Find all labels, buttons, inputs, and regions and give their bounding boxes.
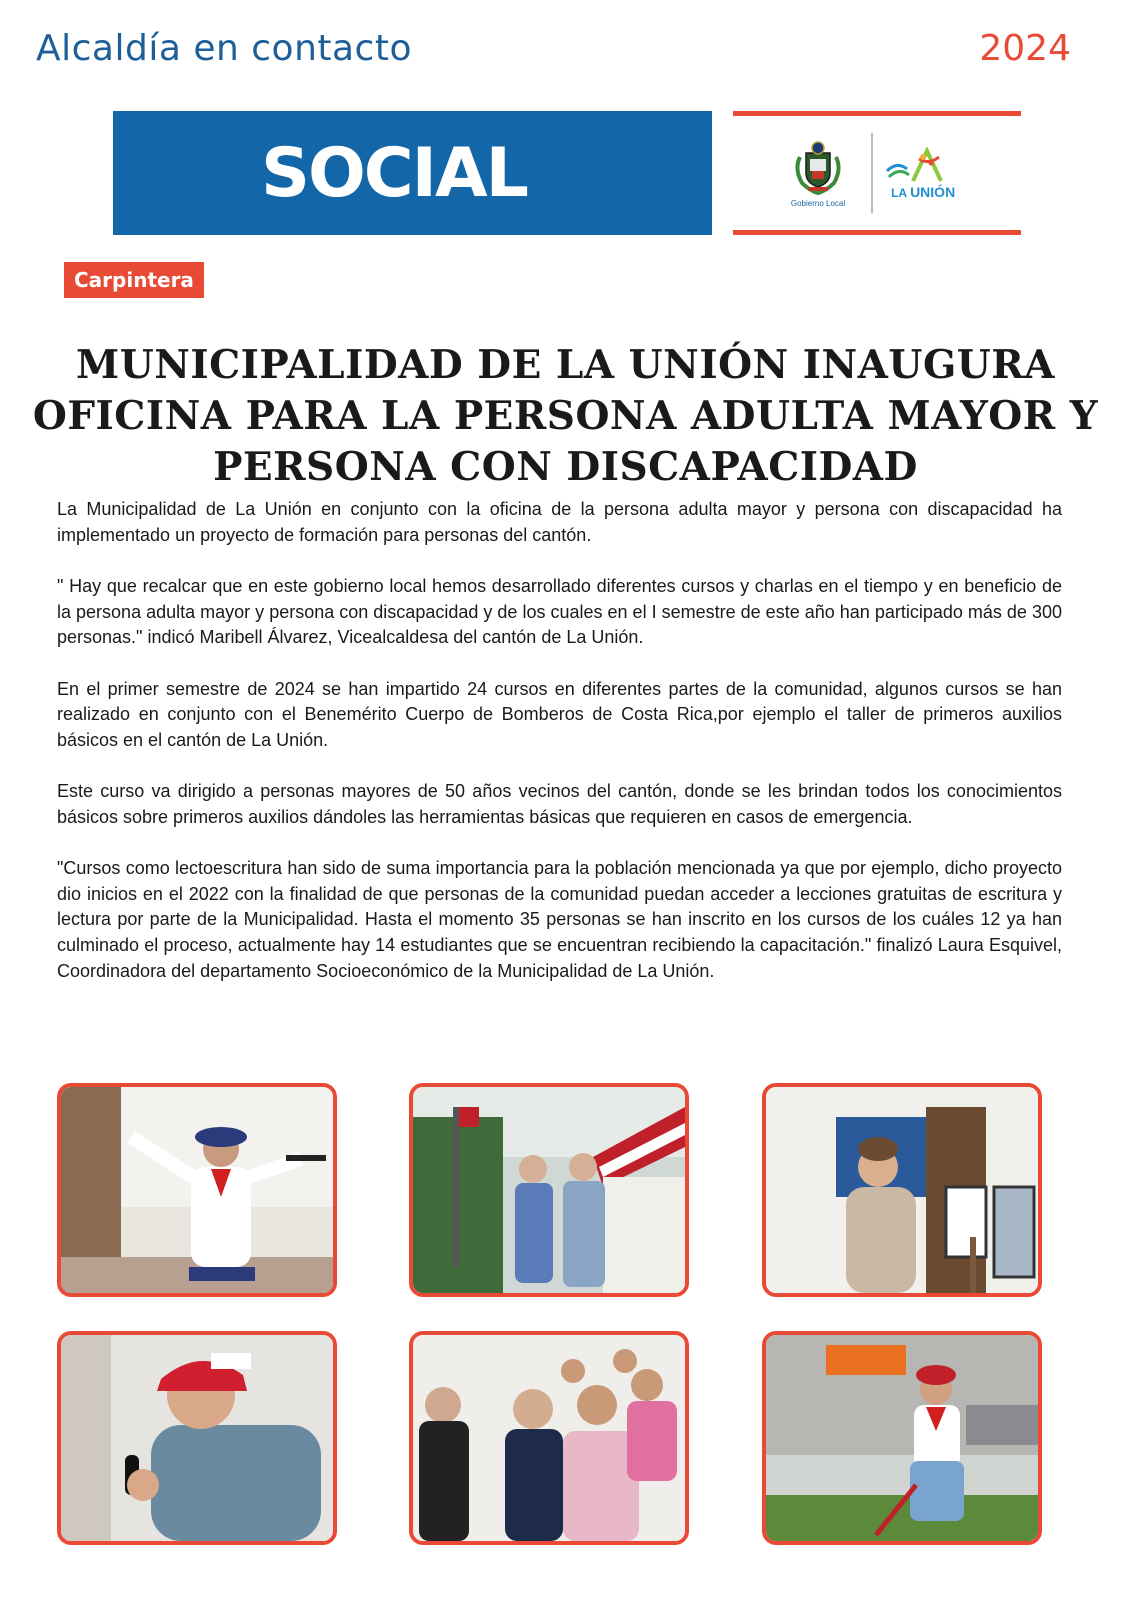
article-headline: MUNICIPALIDAD DE LA UNIÓN INAUGURA OFICINA PARA LA PERSONA ADULTA MAYOR Y PERSONA CON DISCAPACIDAD <box>32 342 1099 490</box>
brand-la: LA <box>891 185 908 200</box>
logo-box <box>733 111 1021 235</box>
section-label: SOCIAL <box>261 133 527 213</box>
photo-dancer-man <box>57 1083 337 1297</box>
brand-union: UNIÓN <box>910 183 956 200</box>
brand-logo <box>883 147 963 200</box>
photo-audience <box>409 1331 689 1545</box>
publication-year: 2024 <box>979 28 1071 69</box>
logo-divider <box>871 133 873 213</box>
seal-block <box>791 139 845 208</box>
photo-dancer-woman <box>762 1331 1042 1545</box>
article-paragraph: Este curso va dirigido a personas mayores de 50 años vecinos del cantón, donde se les brindan todos los conocimientos básicos sobre primeros auxilios dándoles las herramientas básicas que requieren en casos de emergencia. <box>57 781 1062 827</box>
publication-title: Alcaldía en contacto <box>36 28 412 69</box>
coat-of-arms-icon <box>792 139 844 197</box>
la-union-logo-icon <box>883 147 963 185</box>
photo-man-microphone <box>57 1331 337 1545</box>
article-paragraph: La Municipalidad de La Unión en conjunto con la oficina de la persona adulta mayor y persona con discapacidad ha implementado un proyecto de formación para personas del cantón. <box>57 499 1062 545</box>
article-paragraph: " Hay que recalcar que en este gobierno local hemos desarrollado diferentes cursos y charlas en el tiempo y en beneficio de la persona adulta mayor y persona con discapacidad y de los cuales en el I semestre de este año han participado más de 300 personas." indicó Maribell Álvarez, Vicealcaldesa del cantón de La Unión. <box>57 575 1062 648</box>
category-tag: Carpintera <box>64 262 204 298</box>
section-banner <box>113 111 712 235</box>
article-paragraph: En el primer semestre de 2024 se han impartido 24 cursos en diferentes partes de la comunidad, algunos cursos se han realizado en conjunto con el Benemérito Cuerpo de Bomberos de Costa Rica,por ejemplo el taller de primeros auxilios básicos en el cantón de La Unión. <box>57 678 1062 750</box>
article-body <box>57 497 1062 1010</box>
seal-caption: Gobierno Local <box>790 198 846 208</box>
photo-woman-paintings <box>762 1083 1042 1297</box>
photo-two-women <box>409 1083 689 1297</box>
article-paragraph: "Cursos como lectoescritura han sido de suma importancia para la población mencionada ya que por ejemplo, dicho proyecto dio inicios en el 2022 con la finalidad de que personas de la comunidad puedan acceder a lecciones gratuitas de escritura y lectura por parte de la Municipalidad. Hasta el momento 35 personas se han inscrito en los cursos de los cuáles 12 ya han culminado el proceso, actualmente hay 14 estudiantes que se encuentran recibiendo la capacitación." finalizó Laura Esquivel, Coordinadora del departamento Socioeconómico de la Municipalidad de La Unión. <box>57 858 1062 981</box>
